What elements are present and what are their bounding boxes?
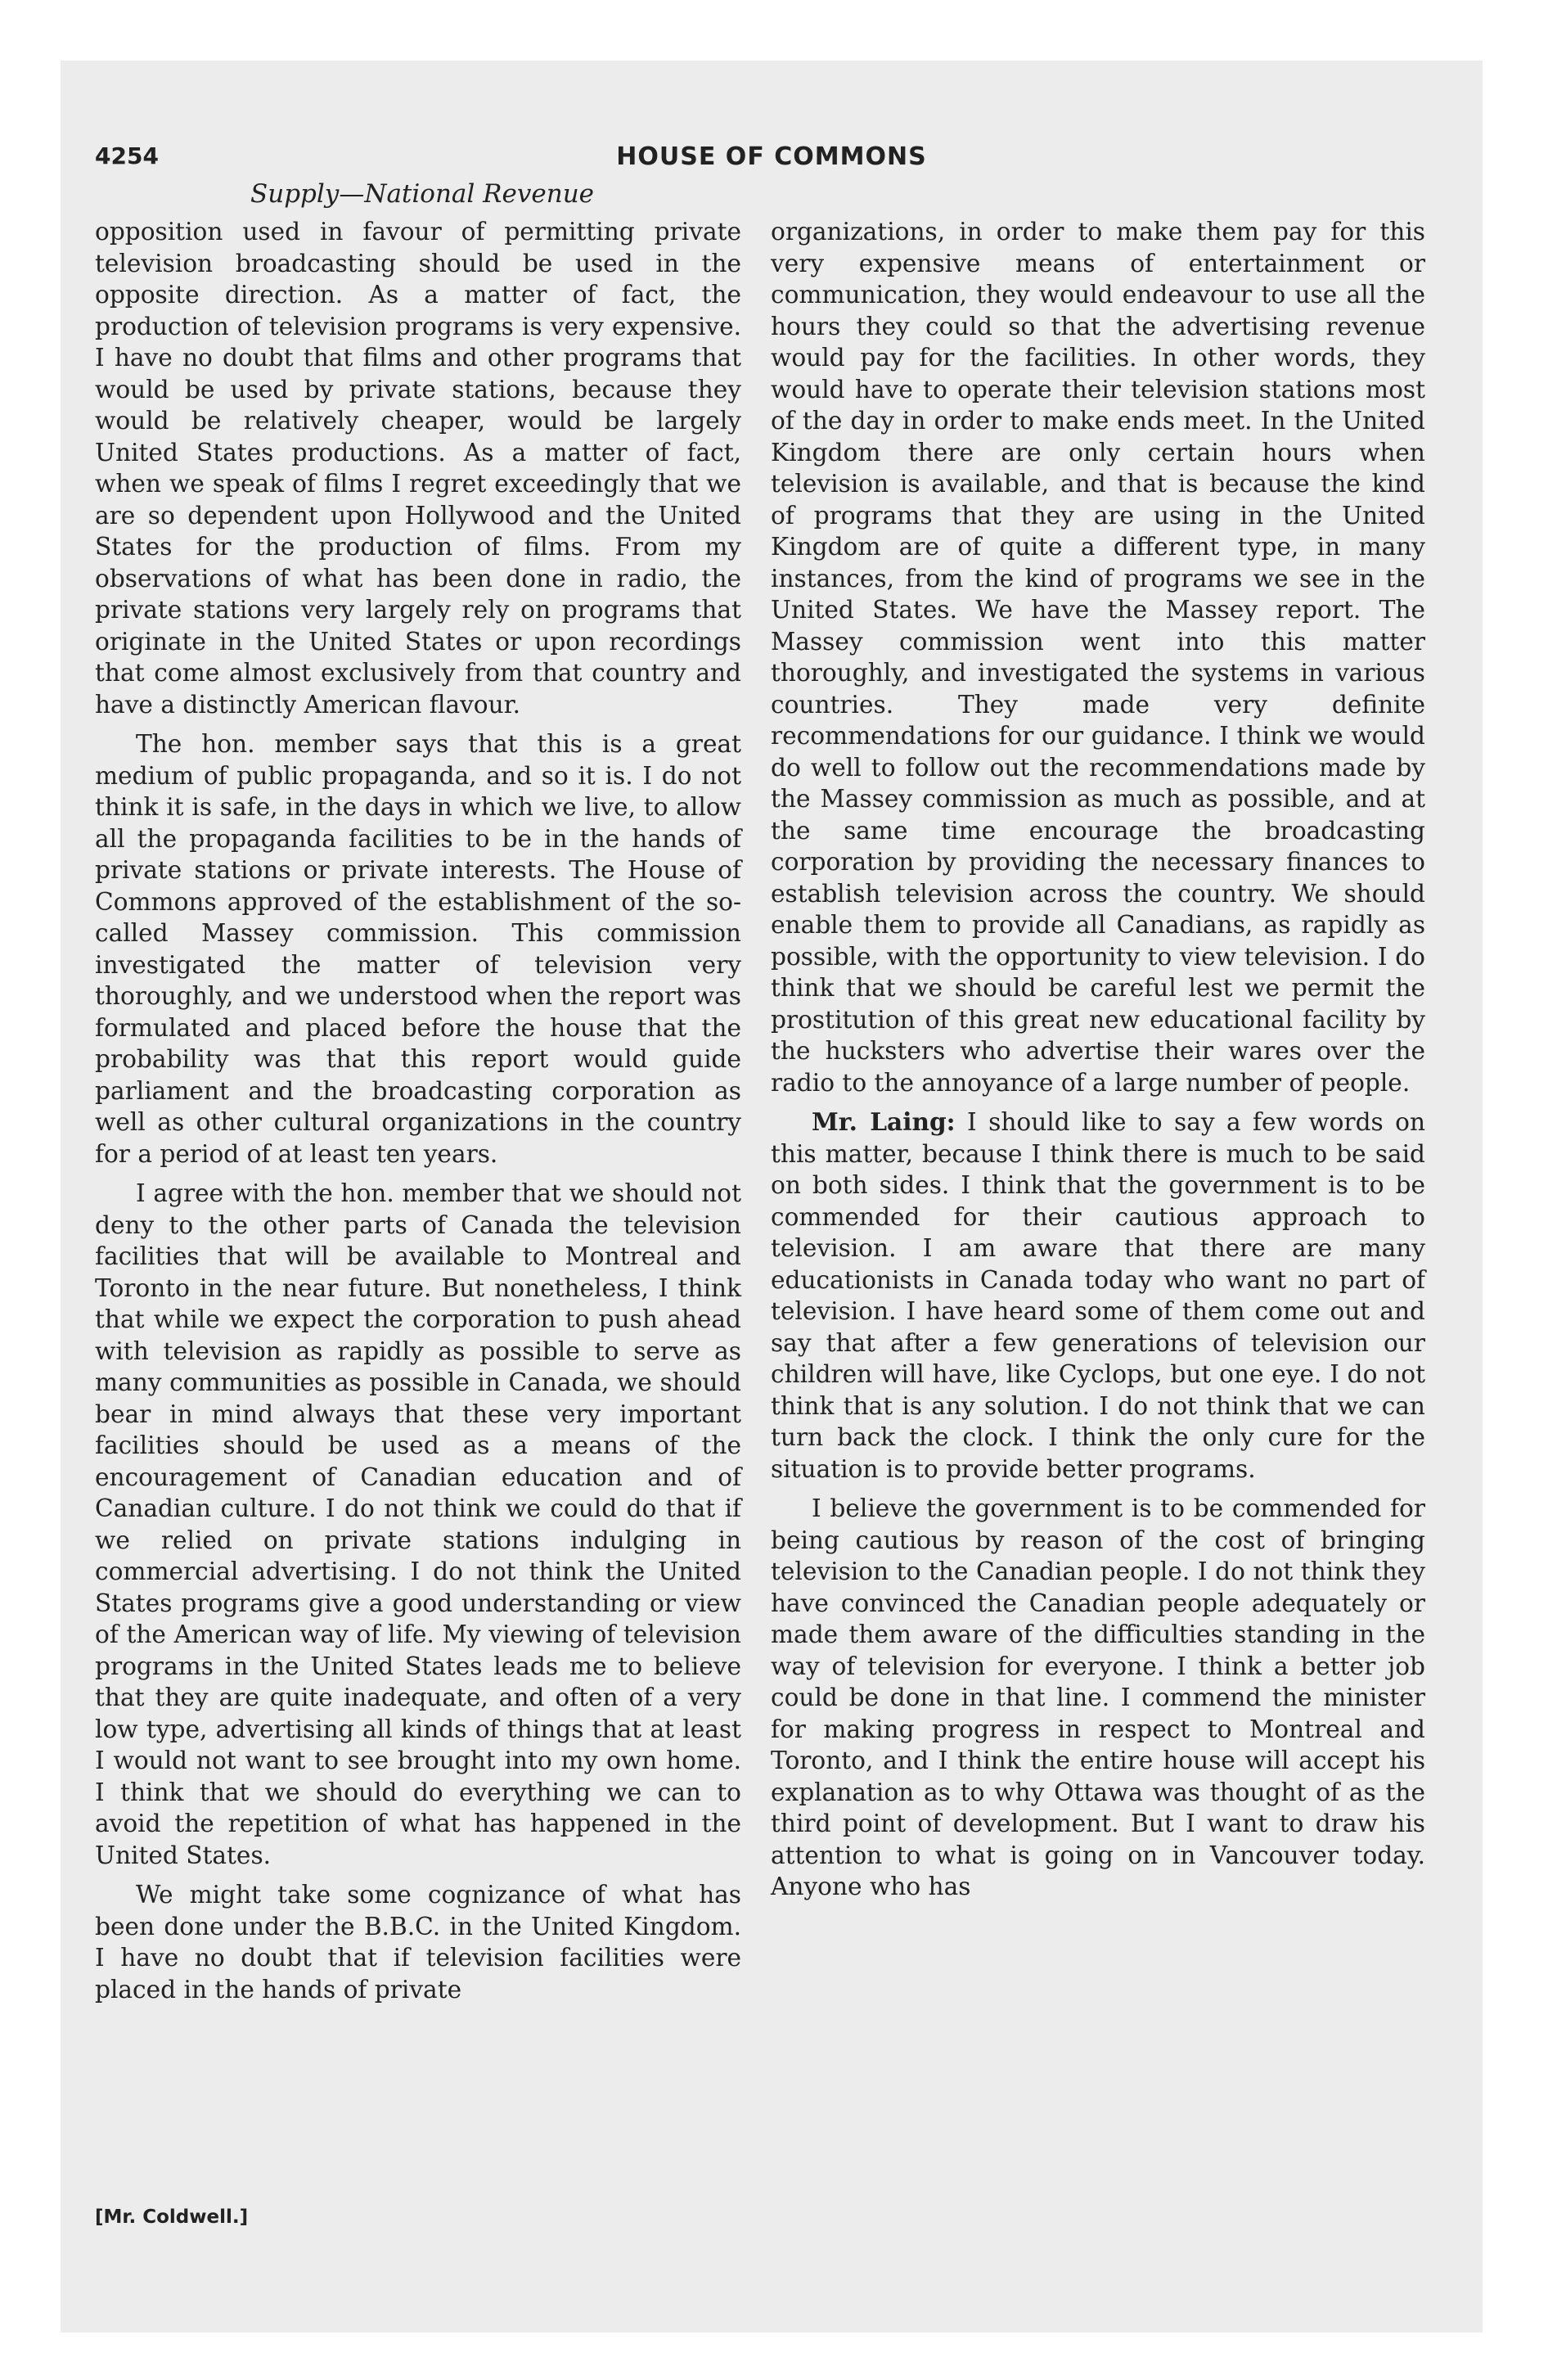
left-column xyxy=(95,216,741,2005)
document-page xyxy=(61,61,1483,2333)
paragraph: opposition used in favour of permitting private television broadcasting should be used in the opposite direction. As a matter of fact, the production of television programs is very expensive. I have no doubt that films and other programs that would be used by private stations, because they would be relatively cheaper, would be largely United States productions. As a matter of fact, when we speak of films I regret exceedingly that we are so dependent upon Hollywood and the United States for the production of films. From my observations of what has been done in radio, the private stations very largely rely on programs that originate in the United States or upon recordings that come almost exclusively from that country and have a distinctly American flavour. xyxy=(95,218,741,719)
paragraph: We might take some cognizance of what has been done under the B.B.C. in the United Kingdom. I have no doubt that if television facilities were placed in the hands of private xyxy=(95,1881,741,2004)
section-subhead: Supply—National Revenue xyxy=(250,179,594,209)
page-header xyxy=(95,142,1448,183)
paragraph: I believe the government is to be commended for being cautious by reason of the cost of bringing television to the Canadian people. I do not think they have convinced the Canadian people adequately or made them aware of the difficulties standing in the way of television for everyone. I think a better job could be done in that line. I commend the minister for making progress in respect to Montreal and Toronto, and I think the entire house will accept his explanation as to why Ottawa was thought of as the third point of development. But I want to draw his attention to what is going on in Vancouver today. Anyone who has xyxy=(771,1494,1425,1900)
paragraph: I agree with the hon. member that we should not deny to the other parts of Canada the television facilities that will be available to Montreal and Toronto in the near future. But nonetheless, I think that while we expect the corporation to push ahead with television as rapidly as possible to serve as many communities as possible in Canada, we should bear in mind always that these very important facilities should be used as a means of the encouragement of Canadian education and of Canadian culture. I do not think we could do that if we relied on private stations indulging in commercial advertising. I do not think the United States programs give a good understanding or view of the American way of life. My viewing of television programs in the United States leads me to believe that they are quite inadequate, and often of a very low type, advertising all kinds of things that at least I would not want to see brought into my own home. I think that we should do everything we can to avoid the repetition of what has happened in the United States. xyxy=(95,1179,741,1869)
paragraph: organizations, in order to make them pay for this very expensive means of entertainment or communication, they would endeavour to use all the hours they could so that the advertising revenue would pay for the facilities. In other words, they would have to operate their television stations most of the day in order to make ends meet. In the United Kingdom there are only certain hours when television is available, and that is because the kind of programs that they are using in the United Kingdom are of quite a different type, in many instances, from the kind of programs we see in the United States. We have the Massey report. The Massey commission went into this matter thoroughly, and investigated the systems in various countries. They made very definite recommendations for our guidance. I think we would do well to follow out the recommendations made by the Massey commission as much as possible, and at the same time encourage the broadcasting corporation by providing the necessary finances to establish television across the country. We should enable them to provide all Canadians, as rapidly as possible, with the opportunity to view television. I do think that we should be careful lest we permit the prostitution of this great new educational facility by the hucksters who advertise their wares over the radio to the annoyance of a large number of people. xyxy=(771,218,1425,1097)
footer-attribution: [Mr. Coldwell.] xyxy=(95,2206,249,2228)
paragraph-speech xyxy=(771,1107,1425,1485)
page-number: 4254 xyxy=(95,142,159,169)
running-head: HOUSE OF COMMONS xyxy=(616,142,927,171)
paragraph: The hon. member says that this is a great medium of public propaganda, and so it is. I do not think it is safe, in the days in which we live, to allow all the propaganda facilities to be in the hands of private stations or private interests. The House of Commons approved of the establishment of the so-called Massey commission. This commission investigated the matter of television very thoroughly, and we understood when the report was formulated and placed before the house that the probability was that this report would guide parliament and the broadcasting corporation as well as other cultural organizations in the country for a period of at least ten years. xyxy=(95,730,741,1168)
speaker-name: Mr. Laing: xyxy=(812,1107,956,1136)
speech-text: I should like to say a few words on this matter, because I think there is much to be said on both sides. I think that the government is to be commended for their cautious approach to television. I am aware that there are many educationists in Canada today who want no part of television. I have heard some of them come out and say that after a few generations of television our children will have, like Cyclops, but one eye. I do not think that is any solution. I do not think that we can turn back the clock. I think the only cure for the situation is to provide better programs. xyxy=(771,1108,1426,1483)
right-column xyxy=(771,216,1425,1903)
